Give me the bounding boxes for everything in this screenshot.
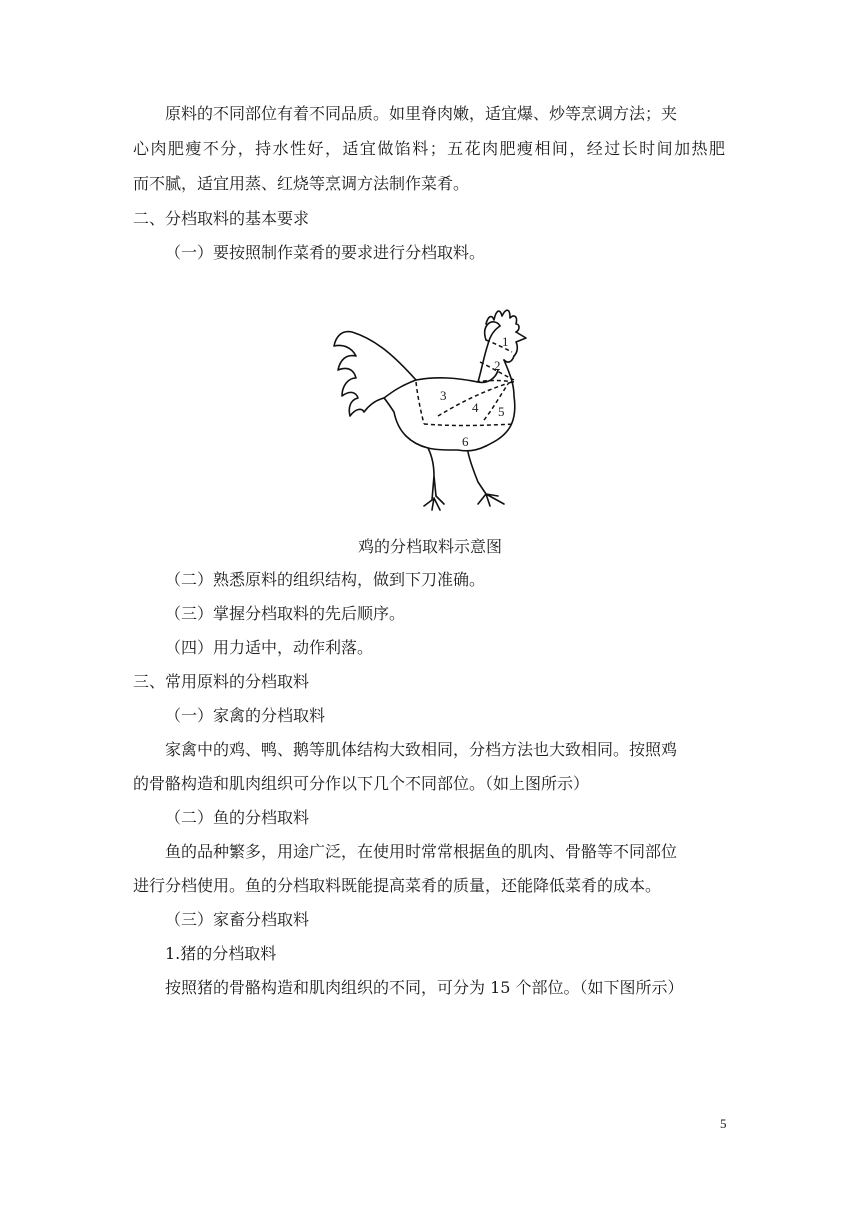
belly-outline [384, 398, 486, 451]
part-label: 4 [472, 400, 479, 415]
page-number: 5 [720, 1116, 727, 1131]
beak-outline [514, 332, 526, 356]
paragraph-line: 按照猪的骨骼构造和肌肉组织的不同，可分为 15 个部位。（如下图所示） [165, 978, 684, 997]
right-foot [478, 494, 504, 506]
subsection-heading: 1.猪的分档取料 [165, 944, 277, 963]
paragraph-line: 心肉肥瘦不分，持水性好，适宜做馅料；五花肉肥瘦相间，经过长时间加热肥 [133, 139, 725, 158]
list-item: （四）用力适中，动作利落。 [165, 638, 374, 657]
paragraph-line: 原料的不同部位有着不同品质。如里脊肉嫩，适宜爆、炒等烹调方法；夹 [165, 104, 678, 123]
wattle-outline [504, 356, 514, 362]
comb-outline [486, 310, 519, 332]
paragraph-line: 家禽中的鸡、鸭、鹅等肌体结构大致相同，分档方法也大致相同。按照鸡 [165, 740, 678, 759]
division-line-4 [416, 382, 424, 424]
right-leg [468, 452, 486, 494]
list-item: （三）掌握分档取料的先后顺序。 [165, 604, 406, 623]
figure-caption: 鸡的分档取料示意图 [357, 537, 502, 556]
left-foot [424, 496, 444, 510]
part-label: 2 [494, 358, 501, 373]
paragraph-line: 而不腻，适宜用蒸、红烧等烹调方法制作菜肴。 [133, 174, 470, 193]
part-label: 5 [498, 404, 505, 419]
list-item: （二）熟悉原料的组织结构，做到下刀准确。 [165, 570, 486, 589]
list-item: （一）要按照制作菜肴的要求进行分档取料。 [165, 243, 486, 262]
tail-outline [334, 332, 416, 416]
paragraph-line: 进行分档使用。鱼的分档取料既能提高菜肴的质量，还能降低菜肴的成本。 [133, 876, 662, 895]
chicken-parts-figure [328, 300, 532, 526]
subsection-heading: （二）鱼的分档取料 [165, 808, 310, 827]
part-label: 1 [502, 334, 509, 349]
division-line-7 [424, 424, 514, 426]
section-heading: 二、分档取料的基本要求 [133, 209, 310, 228]
part-label: 3 [440, 388, 447, 403]
paragraph-line: 的骨骼构造和肌肉组织可分作以下几个不同部位。（如上图所示） [133, 774, 590, 793]
left-leg [428, 448, 436, 500]
subsection-heading: （一）家禽的分档取料 [165, 706, 326, 725]
part-label: 6 [462, 434, 469, 449]
head-outline [485, 322, 500, 340]
paragraph-line: 鱼的品种繁多，用途广泛，在使用时常常根据鱼的肌肉、骨骼等不同部位 [165, 842, 678, 861]
section-heading: 三、常用原料的分档取料 [133, 672, 310, 691]
subsection-heading: （三）家畜分档取料 [165, 910, 310, 929]
